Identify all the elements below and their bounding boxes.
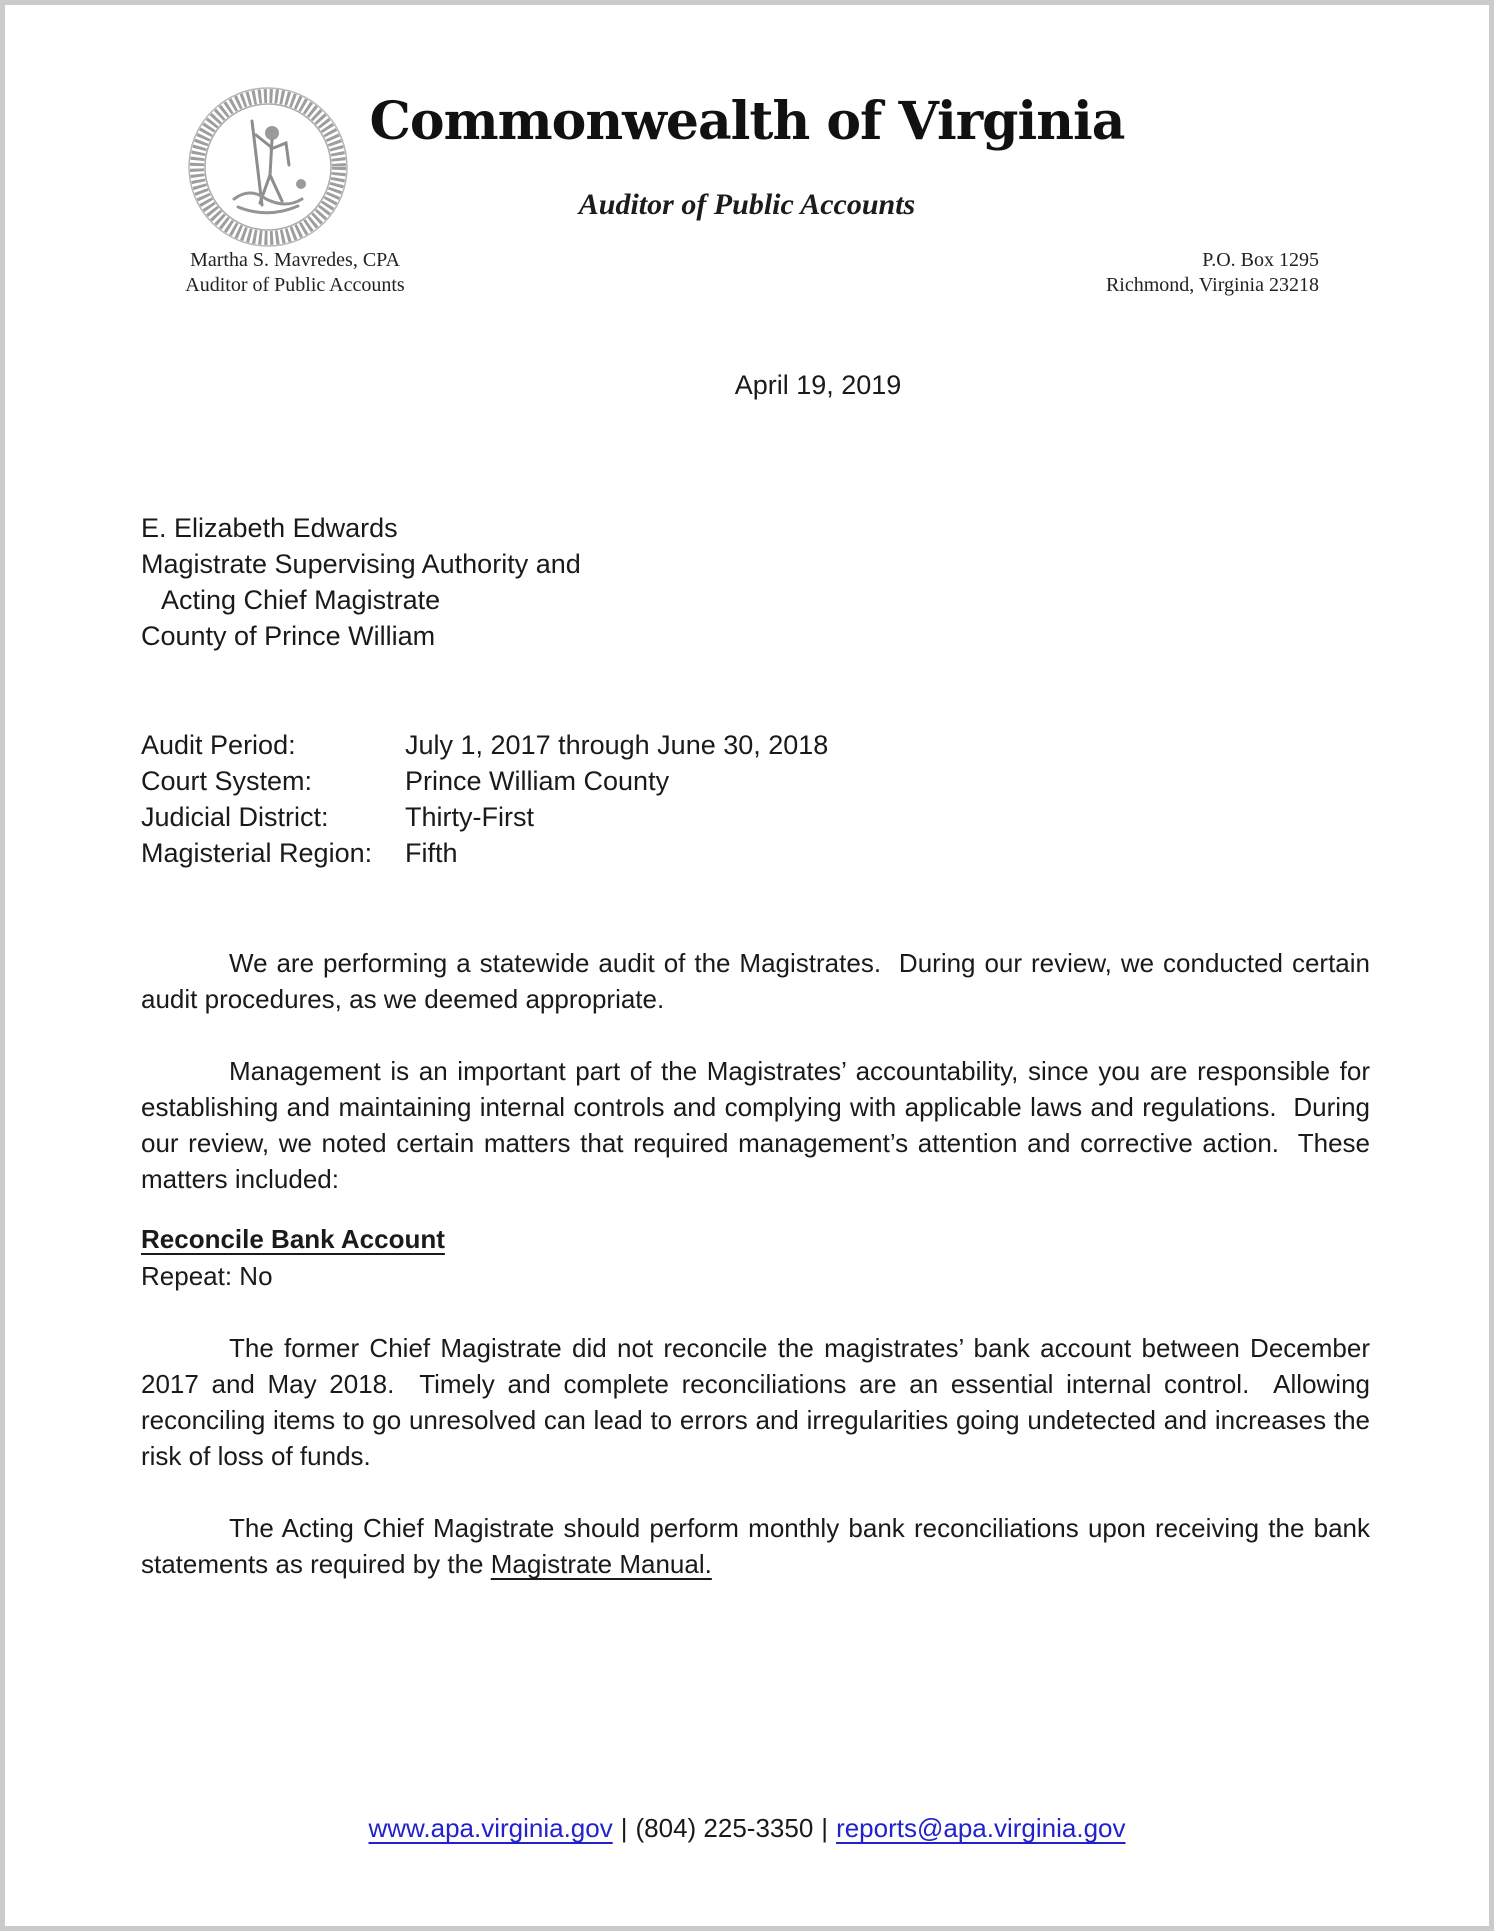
paragraph-management: Management is an important part of the Magistrates’ accountability, since you are responsible for establishing and maintaining internal controls and complying with applicable laws and regulations. During our review, we noted certain matters that required management’s attention and corrective action. These matters included:	[141, 1056, 1378, 1194]
website-link[interactable]: www.apa.virginia.gov	[368, 1813, 613, 1843]
official-block	[145, 248, 445, 298]
org-subtitle: Auditor of Public Accounts	[578, 188, 916, 221]
email-link[interactable]: reports@apa.virginia.gov	[836, 1813, 1126, 1843]
paragraph-recommendation	[141, 1510, 1378, 1582]
recipient-title-2: Acting Chief Magistrate	[161, 585, 441, 615]
virginia-state-seal-icon	[188, 87, 348, 247]
judicial-district-label: Judicial District:	[141, 802, 329, 832]
magistrate-manual-reference: Magistrate Manual.	[490, 1549, 712, 1579]
audit-row-court-system	[141, 763, 828, 799]
address-block	[1106, 248, 1319, 298]
magisterial-region-value: Fifth	[405, 838, 458, 868]
finding-heading: Reconcile Bank Account	[141, 1224, 445, 1254]
recommendation-text: The Acting Chief Magistrate should perform monthly bank reconciliations upon receiving the bank statements as required by the	[141, 1513, 1378, 1579]
letter-date: April 19, 2019	[734, 370, 902, 400]
audit-info-table	[141, 727, 828, 871]
magisterial-region-label: Magisterial Region:	[141, 838, 373, 868]
official-title: Auditor of Public Accounts	[185, 274, 405, 296]
phone-number: (804) 225-3350	[635, 1813, 814, 1843]
footer-separator-1: |	[620, 1813, 628, 1843]
finding-block	[141, 1221, 445, 1295]
recipient-block	[141, 510, 581, 654]
recipient-name: E. Elizabeth Edwards	[141, 513, 398, 543]
court-system-label: Court System:	[141, 766, 313, 796]
address-line-1: P.O. Box 1295	[1202, 249, 1319, 271]
recipient-locality: County of Prince William	[141, 621, 436, 651]
paragraph-intro: We are performing a statewide audit of the Magistrates. During our review, we conducted certain audit procedures, as we deemed appropriate.	[141, 948, 1378, 1014]
court-system-value: Prince William County	[405, 766, 670, 796]
footer-separator-2: |	[821, 1813, 829, 1843]
audit-row-judicial-district	[141, 799, 828, 835]
audit-period-value: July 1, 2017 through June 30, 2018	[405, 730, 829, 760]
finding-repeat-status: Repeat: No	[141, 1261, 273, 1291]
paragraph-finding-detail: The former Chief Magistrate did not reconcile the magistrates’ bank account between December 2017 and May 2018. Timely and complete reconciliations are an essential internal control. Allowing reconciling items to go unresolved can lead to errors and irregularities going undetected and increases the risk of loss of funds.	[141, 1333, 1378, 1471]
address-line-2: Richmond, Virginia 23218	[1105, 274, 1319, 296]
judicial-district-value: Thirty-First	[405, 802, 534, 832]
audit-period-label: Audit Period:	[141, 730, 296, 760]
footer-contact-line	[5, 1813, 1489, 1844]
official-name: Martha S. Mavredes, CPA	[190, 249, 400, 271]
org-title: Commonwealth of Virginia	[369, 91, 1125, 152]
audit-row-magisterial-region	[141, 835, 828, 871]
audit-row-period	[141, 727, 828, 763]
recipient-title-1: Magistrate Supervising Authority and	[141, 549, 581, 579]
